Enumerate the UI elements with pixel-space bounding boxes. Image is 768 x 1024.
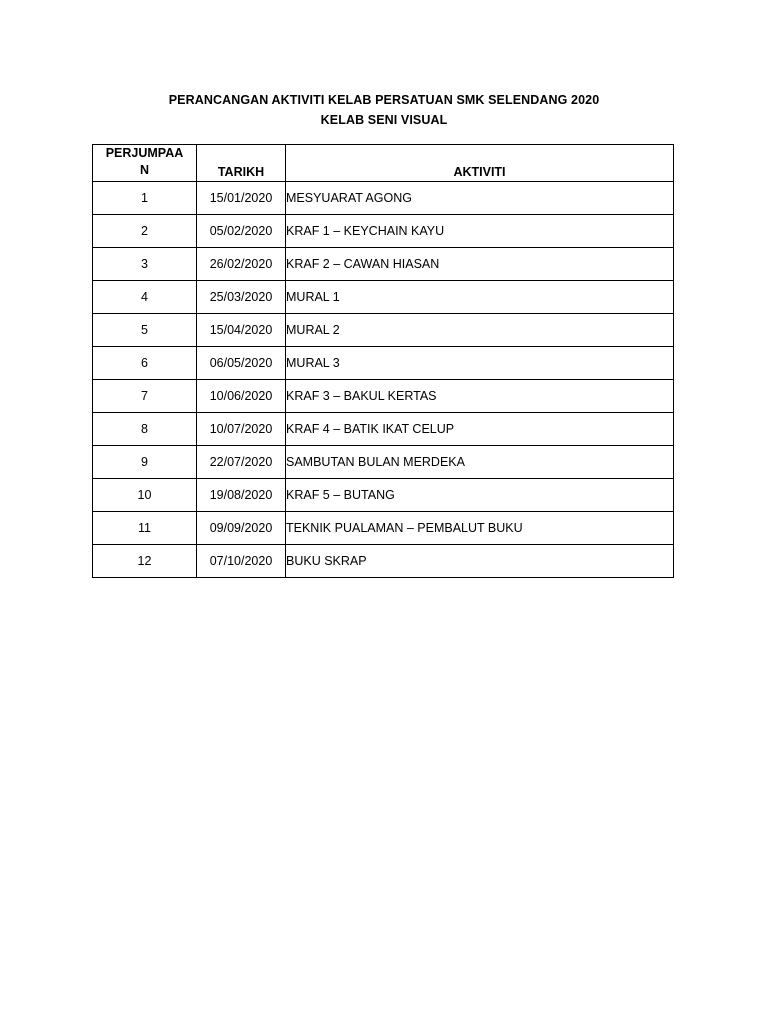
meeting-date: 15/01/2020: [197, 182, 286, 215]
table-row: [93, 182, 674, 215]
meeting-date: 07/10/2020: [197, 545, 286, 578]
header-date: TARIKH: [197, 145, 286, 182]
header-activity: AKTIVITI: [286, 145, 674, 182]
meeting-activity: MURAL 3: [286, 347, 674, 380]
meeting-date: 05/02/2020: [197, 215, 286, 248]
document-subtitle: KELAB SENI VISUAL: [320, 113, 448, 127]
meeting-number: 4: [93, 281, 197, 314]
table-row: [93, 215, 674, 248]
meeting-activity: KRAF 5 – BUTANG: [286, 479, 674, 512]
meeting-date: 06/05/2020: [197, 347, 286, 380]
meeting-number: 8: [93, 413, 197, 446]
meeting-activity: BUKU SKRAP: [286, 545, 674, 578]
meeting-number: 5: [93, 314, 197, 347]
meeting-activity: MURAL 1: [286, 281, 674, 314]
meeting-activity: KRAF 4 – BATIK IKAT CELUP: [286, 413, 674, 446]
meeting-activity: MESYUARAT AGONG: [286, 182, 674, 215]
meeting-activity: TEKNIK PUALAMAN – PEMBALUT BUKU: [286, 512, 674, 545]
meeting-number: 11: [93, 512, 197, 545]
meeting-date: 19/08/2020: [197, 479, 286, 512]
table-row: [93, 446, 674, 479]
meeting-date: 22/07/2020: [197, 446, 286, 479]
meeting-activity: MURAL 2: [286, 314, 674, 347]
table-row: [93, 512, 674, 545]
document-title: PERANCANGAN AKTIVITI KELAB PERSATUAN SMK SELENDANG 2020: [168, 93, 600, 107]
meeting-date: 09/09/2020: [197, 512, 286, 545]
meeting-number: 7: [93, 380, 197, 413]
header-meeting-line2: N: [139, 163, 150, 177]
meeting-date: 15/04/2020: [197, 314, 286, 347]
meeting-number: 1: [93, 182, 197, 215]
meeting-activity: KRAF 3 – BAKUL KERTAS: [286, 380, 674, 413]
meeting-date: 10/06/2020: [197, 380, 286, 413]
table-row: [93, 413, 674, 446]
table-row: [93, 281, 674, 314]
meeting-activity: SAMBUTAN BULAN MERDEKA: [286, 446, 674, 479]
table-body: [93, 182, 674, 578]
meeting-number: 9: [93, 446, 197, 479]
meeting-date: 10/07/2020: [197, 413, 286, 446]
meeting-date: 26/02/2020: [197, 248, 286, 281]
meeting-number: 2: [93, 215, 197, 248]
table-row: [93, 479, 674, 512]
document-header: [0, 90, 768, 130]
meeting-date: 25/03/2020: [197, 281, 286, 314]
header-meeting: [93, 145, 197, 182]
table-header: [93, 145, 674, 182]
table-row: [93, 314, 674, 347]
meeting-activity: KRAF 1 – KEYCHAIN KAYU: [286, 215, 674, 248]
table-header-row: [93, 145, 674, 182]
table-row: [93, 380, 674, 413]
table-row: [93, 347, 674, 380]
meeting-activity: KRAF 2 – CAWAN HIASAN: [286, 248, 674, 281]
header-meeting-line1: PERJUMPAA: [105, 146, 184, 160]
meeting-number: 10: [93, 479, 197, 512]
table-row: [93, 545, 674, 578]
table-row: [93, 248, 674, 281]
meeting-number: 6: [93, 347, 197, 380]
activity-schedule-table: [92, 144, 674, 578]
meeting-number: 12: [93, 545, 197, 578]
meeting-number: 3: [93, 248, 197, 281]
